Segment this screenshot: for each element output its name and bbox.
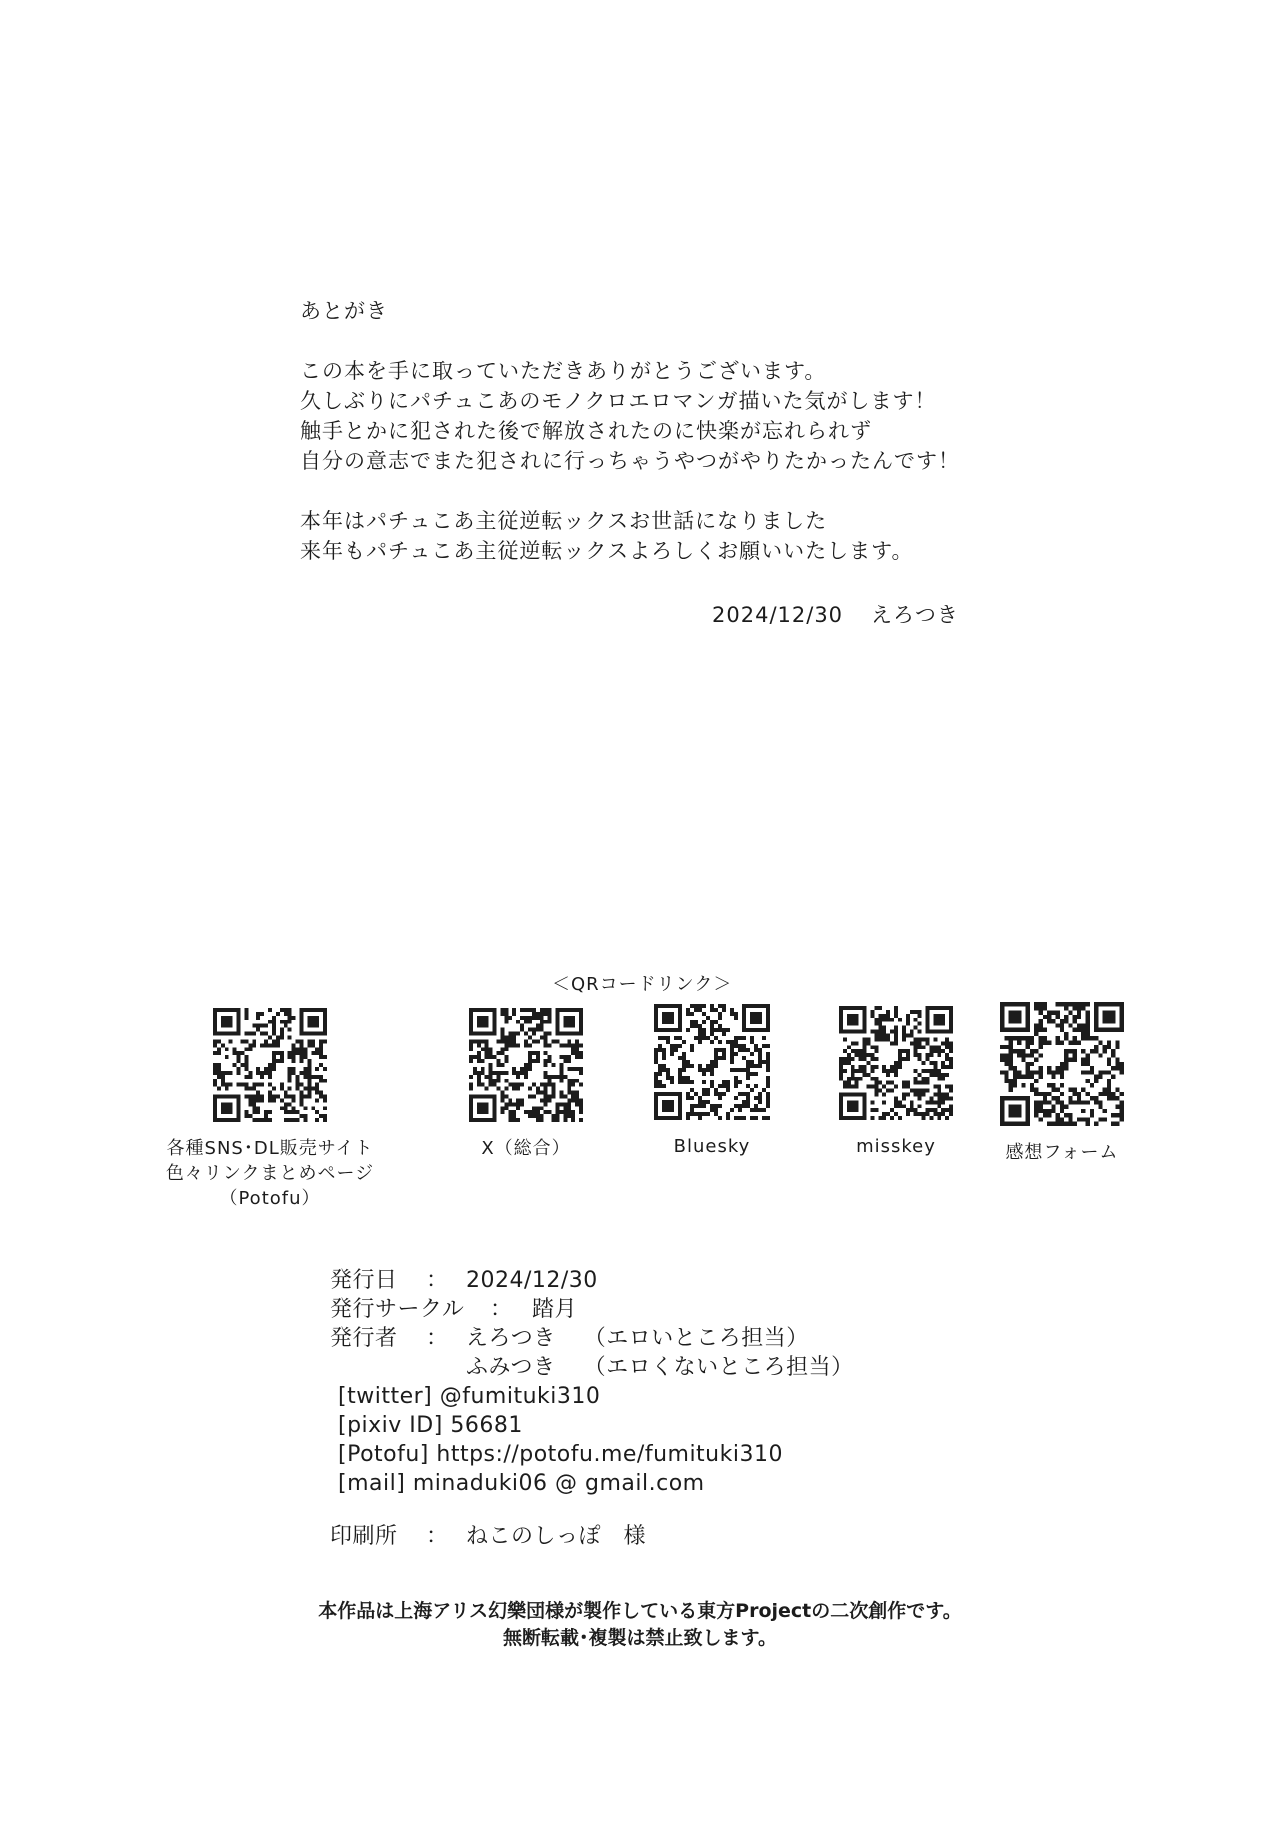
link-value[interactable]: @fumituki310 <box>439 1384 601 1409</box>
publisher-role: （エロいところ担当） <box>583 1326 809 1351</box>
afterword <box>300 296 1000 596</box>
publisher-name: ふみつき <box>466 1355 556 1380</box>
qr-label <box>140 1136 400 1211</box>
qr-code-icon <box>654 1004 770 1120</box>
colophon-separator: ： <box>490 1297 513 1322</box>
colophon-publisher <box>330 1324 854 1353</box>
colophon-value: ねこのしっぽ 様 <box>466 1524 647 1549</box>
colophon <box>330 1266 854 1551</box>
qr-link-feedback-form[interactable] <box>932 1002 1192 1165</box>
colophon-separator: ： <box>426 1326 449 1351</box>
afterword-paragraph-1 <box>300 356 1000 476</box>
afterword-paragraph-2 <box>300 506 1000 566</box>
link-label: [twitter] <box>338 1384 433 1409</box>
colophon-link-mail <box>330 1469 854 1498</box>
colophon-publisher-2 <box>330 1353 854 1382</box>
afterword-line: 触手とかに犯された後で解放されたのに快楽が忘れられず <box>300 419 872 443</box>
signature-author: えろつき <box>871 603 959 627</box>
qr-label-line: 色々リンクまとめページ <box>165 1163 375 1184</box>
colophon-separator: ： <box>426 1268 449 1293</box>
link-value[interactable]: 56681 <box>450 1413 523 1438</box>
afterword-line: この本を手に取っていただきありがとうございます。 <box>300 359 827 383</box>
afterword-signature <box>712 599 959 629</box>
link-label: [Potofu] <box>338 1442 429 1467</box>
qr-code-icon <box>213 1008 327 1122</box>
afterword-line: 本年はパチュこあ主従逆転ックスお世話になりました <box>300 509 828 533</box>
afterword-line: 久しぶりにパチュこあのモノクロエロマンガ描いた気がします！ <box>300 389 937 413</box>
colophon-link-twitter <box>330 1382 854 1411</box>
qr-label-line: 感想フォーム <box>1005 1142 1119 1163</box>
qr-label-line: misskey <box>856 1136 936 1157</box>
publisher-role: （エロくないところ担当） <box>583 1355 854 1380</box>
colophon-separator: ： <box>426 1524 449 1549</box>
qr-label-line: X（総合） <box>481 1138 571 1159</box>
qr-code-icon <box>1000 1002 1124 1126</box>
colophon-issue-date <box>330 1266 854 1295</box>
qr-label-line: Bluesky <box>673 1136 751 1157</box>
colophon-circle <box>330 1295 854 1324</box>
link-label: [pixiv ID] <box>338 1413 443 1438</box>
colophon-label: 発行日 <box>330 1268 398 1293</box>
qr-code-icon <box>469 1008 583 1122</box>
qr-label-line: （Potofu） <box>219 1188 321 1209</box>
link-value[interactable]: https://potofu.me/fumituki310 <box>436 1442 783 1467</box>
colophon-label: 印刷所 <box>330 1524 398 1549</box>
notice-line: 無断転載･複製は禁止致します。 <box>503 1627 777 1649</box>
link-label: [mail] <box>338 1471 406 1496</box>
colophon-value: 2024/12/30 <box>466 1268 598 1293</box>
link-value[interactable]: minaduki06 @ gmail.com <box>412 1471 705 1496</box>
afterword-line: 来年もパチュこあ主従逆転ックスよろしくお願いいたします。 <box>300 539 914 563</box>
colophon-link-potofu <box>330 1440 854 1469</box>
notice-line: 本作品は上海アリス幻樂団様が製作している東方Projectの二次創作です。 <box>318 1600 962 1622</box>
colophon-printer <box>330 1522 854 1551</box>
qr-link-potofu[interactable] <box>140 1008 400 1211</box>
colophon-label: 発行サークル <box>330 1297 465 1322</box>
colophon-link-pixiv <box>330 1411 854 1440</box>
colophon-value: 踏月 <box>532 1297 578 1322</box>
afterword-heading: あとがき <box>300 299 388 323</box>
colophon-label: 発行者 <box>330 1326 398 1351</box>
signature-date: 2024/12/30 <box>712 603 844 627</box>
qr-section-title: ＜QRコードリンク＞ <box>552 974 733 995</box>
qr-label <box>932 1140 1192 1165</box>
afterword-line: 自分の意志でまた犯されに行っちゃうやつがやりたかったんです！ <box>300 449 960 473</box>
qr-label-line: 各種SNS･DL販売サイト <box>166 1138 374 1159</box>
copyright-notice <box>0 1598 1280 1652</box>
publisher-name: えろつき <box>466 1326 556 1351</box>
